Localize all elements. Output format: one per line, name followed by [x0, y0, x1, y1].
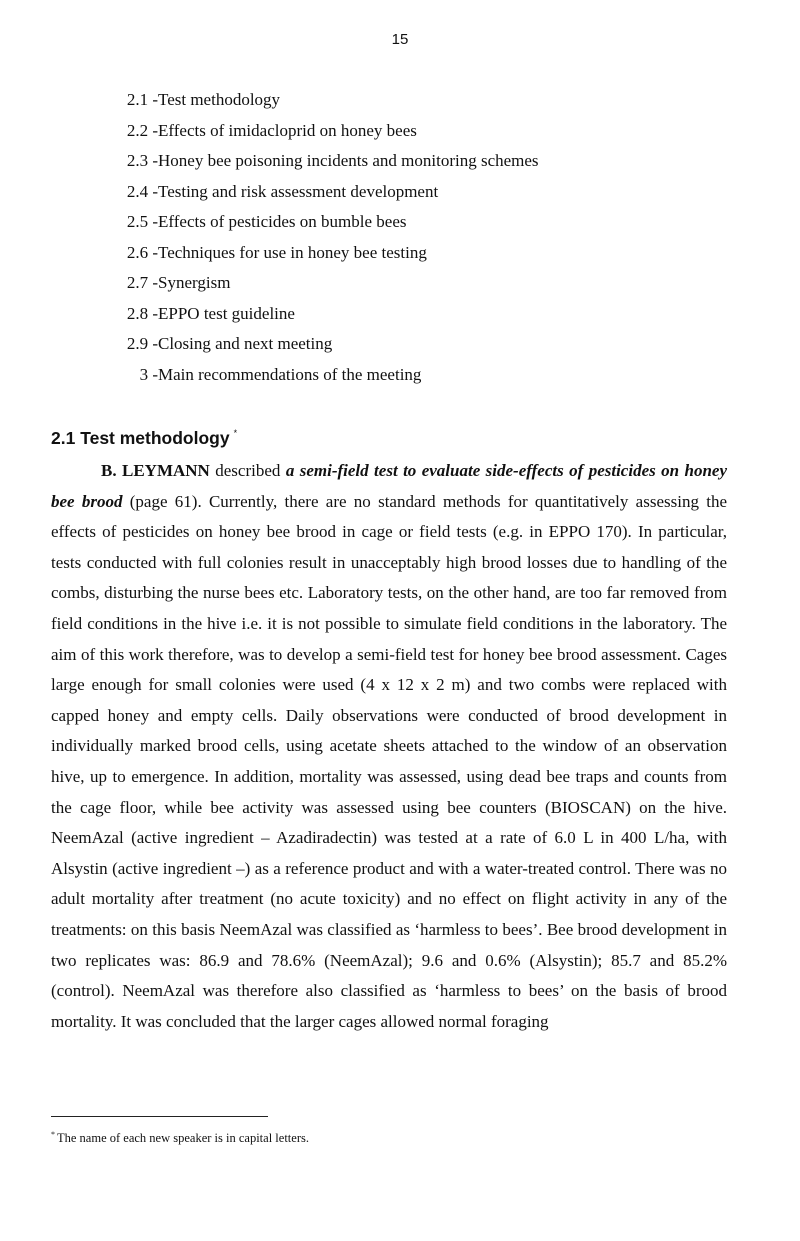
toc-item-title: Closing and next meeting [158, 334, 333, 353]
footnote [51, 1130, 309, 1146]
toc-item [100, 120, 539, 151]
toc-item [100, 242, 539, 273]
toc-item [100, 303, 539, 334]
toc-item-title: Testing and risk assessment development [158, 181, 439, 201]
body-paragraph [51, 456, 727, 1037]
toc-item [100, 333, 539, 364]
toc-item-number: 2.3 - [126, 151, 158, 170]
body-verb: described [209, 461, 286, 480]
toc-item-number: 2.1 - [126, 90, 158, 109]
toc-item-number: 2.7 - [126, 273, 158, 292]
toc-item [100, 150, 539, 181]
paper-title: a semi-field test to evaluate side-effects of pesticides on honey bee brood [51, 461, 728, 511]
toc-item-title: Honey bee poisoning incidents and monitoring schemes [158, 151, 539, 170]
toc-item-number: 2.2 - [126, 120, 158, 140]
table-of-contents [100, 89, 539, 394]
toc-item-number: 2.5 - [126, 212, 158, 231]
section-heading [51, 428, 237, 449]
toc-item [100, 272, 539, 303]
toc-item-number: 2.9 - [126, 334, 158, 353]
toc-item-title: Effects of pesticides on bumble bees [158, 212, 407, 231]
toc-item-title: Main recommendations of the meeting [158, 364, 422, 384]
toc-item-number: 3 - [139, 364, 158, 384]
toc-item [100, 364, 539, 395]
footnote-text: The name of each new speaker is in capital letters. [57, 1131, 309, 1145]
footnote-divider [51, 1116, 268, 1117]
page-number: 15 [391, 31, 409, 48]
toc-item [100, 89, 539, 120]
toc-item-title: Techniques for use in honey bee testing [158, 242, 427, 262]
toc-item-title: Effects of imidacloprid on honey bees [158, 120, 417, 140]
body-text: (page 61). Currently, there are no standard methods for quantitatively assessing the effects of pesticides on honey bee brood in cage or field tests (e.g. in EPPO 170). In particular, tests conducted with full colonies result in unacceptably high brood losses due to handling of the combs, disturbing the nurse bees etc. Laboratory tests, on the other hand, are too far removed from field conditions in the hive i.e. it is not possible to simulate field conditions in the laboratory. The aim of this work therefore, was to develop a semi-field test for honey bee brood assessment. Cages large enough for small colonies were used (4 x 12 x 2 m) and two combs were replaced with capped honey and empty cells. Daily observations were conducted of brood development in individually marked brood cells, using acetate sheets attached to the window of an observation hive, up to emergence. In addition, mortality was assessed, using dead bee traps and counts from the cage floor, while bee activity was assessed using bee counters (BIOSCAN) on the hive. NeemAzal (active ingredient – Azadiradectin) was tested at a rate of 6.0 L in 400 L/ha, with Alsystin (active ingredient –) as a reference product and with a water-treated control. There was no adult mortality after treatment (no acute toxicity) and no effect on flight activity in any of the treatments: on this basis NeemAzal was classified as ‘harmless to bees’. Bee brood development in two replicates was: 86.9 and 78.6% (NeemAzal); 9.6 and 0.6% (Alsystin); 85.7 and 85.2% (control). NeemAzal was therefore also classified as ‘harmless to bees’ on the basis of brood mortality. It was concluded that the larger cages allowed normal foraging [51, 491, 727, 1031]
toc-item [100, 181, 539, 212]
footnote-reference: * [233, 428, 238, 438]
toc-item [100, 211, 539, 242]
toc-item-number: 2.4 - [126, 181, 158, 201]
toc-item-number: 2.6 - [126, 242, 158, 262]
toc-item-title: Synergism [158, 273, 231, 292]
toc-item-number: 2.8 - [126, 303, 158, 323]
speaker-name: B. LEYMANN [101, 461, 210, 480]
section-heading-text: 2.1 Test methodology [51, 428, 230, 448]
toc-item-title: EPPO test guideline [158, 303, 295, 323]
toc-item-title: Test methodology [158, 90, 281, 109]
footnote-marker: * [51, 1130, 55, 1139]
